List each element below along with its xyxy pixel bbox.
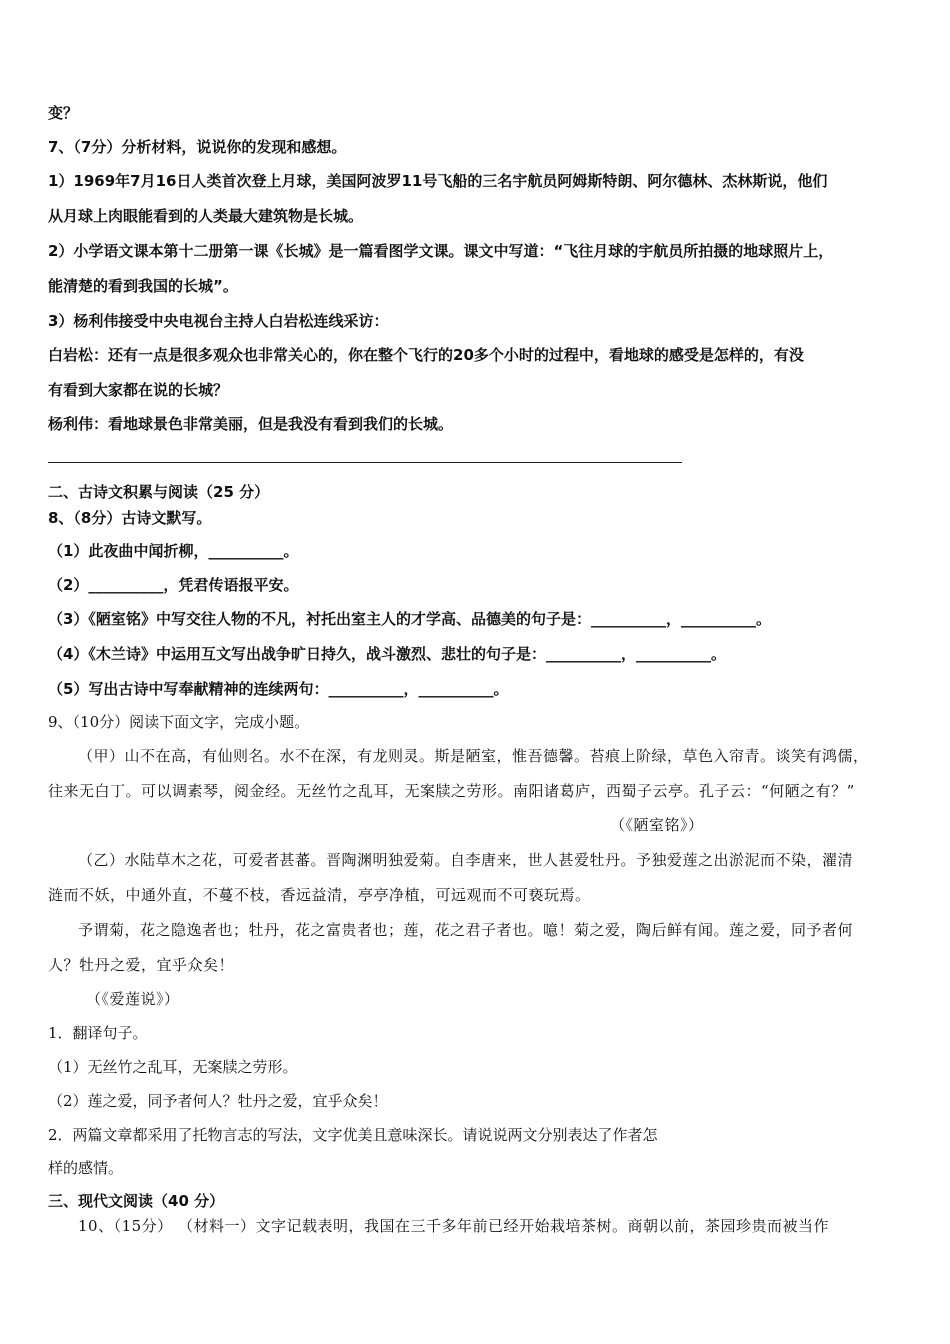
question-6-tail: 变？ <box>48 104 79 122</box>
question-7-title: 7、（7分）分析材料，说说你的发现和感想。 <box>48 138 347 156</box>
subquestion-1-title: 1．翻译句子。 <box>48 1024 148 1042</box>
passage-yi-line-2: 涟而不妖，中通外直，不蔓不枝，香远益清，亭亭净植，可远观而不可亵玩焉。 <box>48 886 591 904</box>
question-8-item-5: （5）写出古诗中写奉献精神的连续两句：__________，__________。 <box>48 680 509 698</box>
subquestion-1-item-1: （1）无丝竹之乱耳，无案牍之劳形。 <box>48 1058 298 1076</box>
material-3-bai-line-2: 有看到大家都在说的长城？ <box>48 381 229 399</box>
question-8-title: 8、（8分）古诗文默写。 <box>48 509 212 527</box>
passage-yi-source: （《爱莲说》） <box>86 990 180 1008</box>
question-10-line-1: 10、（15分） （材料一）文字记载表明，我国在三千多年前已经开始栽培茶树。商朝以前，茶园珍贵而被当作 <box>78 1217 829 1235</box>
material-1-line-1: 1）1969年7月16日人类首次登上月球，美国阿波罗11号飞船的三名宇航员阿姆斯特朗、阿尔德林、杰林斯说，他们 <box>48 172 828 190</box>
section-2-heading: 二、古诗文积累与阅读（25 分） <box>48 483 270 501</box>
material-1-line-2: 从月球上肉眼能看到的人类最大建筑物是长城。 <box>48 207 364 225</box>
subquestion-1-item-2: （2）莲之爱，同予者何人？牡丹之爱，宜乎众矣！ <box>48 1092 388 1110</box>
question-9-title: 9、（10分）阅读下面文字，完成小题。 <box>48 713 310 731</box>
question-8-item-1: （1）此夜曲中闻折柳，__________。 <box>48 542 299 560</box>
section-3-heading: 三、现代文阅读（40 分） <box>48 1192 225 1210</box>
answer-line <box>48 462 682 463</box>
material-2-line-1: 2）小学语文课本第十二册第一课《长城》是一篇看图学文课。课文中写道：“飞往月球的宇航员所拍摄的地球照片上， <box>48 242 834 260</box>
passage-jia-line-2: 往来无白丁。可以调素琴，阅金经。无丝竹之乱耳，无案牍之劳形。南阳诸葛庐，西蜀子云亭。孔子云：“何陋之有？” <box>48 782 855 800</box>
passage-jia-source: （《陋室铭》） <box>610 816 704 834</box>
subquestion-2-line-1: 2．两篇文章都采用了托物言志的写法，文字优美且意味深长。请说说两文分别表达了作者怎 <box>48 1126 658 1144</box>
passage-yi-line-4: 人？牡丹之爱，宜乎众矣！ <box>48 956 235 974</box>
question-8-item-3: （3）《陋室铭》中写交往人物的不凡，衬托出室主人的才学高、品德美的句子是：__________，__________。 <box>48 610 771 628</box>
passage-jia-line-1: （甲）山不在高，有仙则名。水不在深，有龙则灵。斯是陋室，惟吾德馨。苔痕上阶绿，草色入帘青。谈笑有鸿儒， <box>78 747 869 765</box>
material-3-yang: 杨利伟：看地球景色非常美丽，但是我没有看到我们的长城。 <box>48 415 454 433</box>
material-3-title: 3）杨利伟接受中央电视台主持人白岩松连线采访： <box>48 312 389 330</box>
question-8-item-2: （2）__________，凭君传语报平安。 <box>48 576 299 594</box>
material-2-line-2: 能清楚的看到我国的长城”。 <box>48 277 238 295</box>
material-3-bai-line-1: 白岩松：还有一点是很多观众也非常关心的，你在整个飞行的20多个小时的过程中，看地球的感受是怎样的，有没 <box>48 346 804 364</box>
passage-yi-line-3: 予谓菊，花之隐逸者也；牡丹，花之富贵者也；莲，花之君子者也。噫！菊之爱，陶后鲜有闻。莲之爱，同予者何 <box>78 921 854 939</box>
passage-yi-line-1: （乙）水陆草木之花，可爱者甚蕃。晋陶渊明独爱菊。自李唐来，世人甚爱牡丹。予独爱莲之出淤泥而不染，濯清 <box>78 851 854 869</box>
question-8-item-4: （4）《木兰诗》中运用互文写出战争旷日持久，战斗激烈、悲壮的句子是：__________，__________。 <box>48 645 726 663</box>
subquestion-2-line-2: 样的感情。 <box>48 1159 124 1177</box>
